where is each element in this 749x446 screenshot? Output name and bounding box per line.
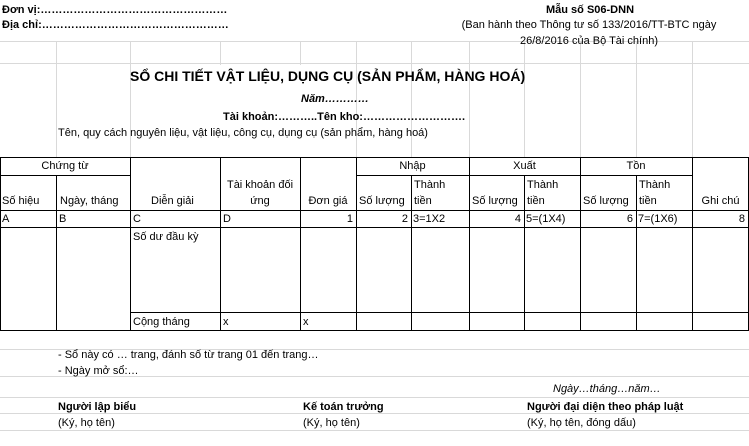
cong-thang-x-don-gia: x [303,316,309,328]
code-8: 8 [738,213,745,225]
code-1: 1 [346,213,353,225]
nhap-so-luong-header: Số lượng [359,195,405,207]
code-c: C [133,213,141,225]
code-7: 7=(1X6) [638,213,678,225]
ten-quy-cach-label: Tên, quy cách nguyên liệu, vật liệu, công cụ, dụng cụ (sản phẩm, hàng hoá) [58,127,428,139]
tk-doi-ung-header-2: ứng [250,195,270,207]
code-a: A [2,213,10,225]
chung-tu-header: Chứng từ [41,160,89,172]
ngay-mo-so-note: - Ngày mở sổ:… [58,365,139,377]
xuat-so-luong-header: Số lượng [472,195,518,207]
code-d: D [223,213,231,225]
ban-hanh-line-2: 26/8/2016 của Bộ Tài chính) [519,35,658,47]
xuat-tien-header: tiền [527,195,545,207]
don-vi-label: Đơn vị:…………………………………………… [2,4,228,16]
tk-doi-ung-header-1: Tài khoản đối [226,179,294,191]
so-du-dau-ky-label: Số dư đầu kỳ [133,231,199,243]
code-3: 3=1X2 [413,213,446,225]
ton-header: Tồn [626,160,646,172]
tai-khoan-label: Tài khoản:………..Tên kho:………………………. [223,111,466,123]
cong-thang-label: Cộng tháng [133,316,190,328]
page-title: SỔ CHI TIẾT VẬT LIỆU, DỤNG CỤ (SẢN PHẨM, HÀNG HOÁ) [130,68,526,84]
code-b: B [59,213,67,225]
nhap-tien-header: tiền [414,195,432,207]
nguoi-lap-bieu-sub: (Ký, họ tên) [58,417,115,429]
dien-giai-header: Diễn giải [151,195,194,207]
don-gia-header: Đơn giá [308,195,348,207]
code-5: 5=(1X4) [526,213,566,225]
mau-so-label: Mẫu số S06-DNN [546,4,635,16]
ghi-chu-header: Ghi chú [701,195,740,207]
so-hieu-header: Số hiệu [2,195,40,207]
ton-tien-header: tiền [639,195,657,207]
so-nay-co-note: - Sổ này có … trang, đánh số từ trang 01 đến trang… [58,349,319,361]
ngay-thang-header: Ngày, tháng [60,195,119,207]
ban-hanh-line-1: (Ban hành theo Thông tư số 133/2016/TT-BTC ngày [461,19,717,31]
nam-label: Năm………… [301,93,369,105]
dia-chi-label: Địa chỉ:…………………………………………… [2,19,229,31]
ton-thanh-header: Thành [639,179,671,191]
xuat-header: Xuất [513,160,536,172]
ke-toan-truong-sub: (Ký, họ tên) [303,417,360,429]
xuat-thanh-header: Thành [527,179,559,191]
code-2: 2 [401,213,408,225]
ngay-thang-nam-line: Ngày…tháng…năm… [553,383,661,395]
nhap-header: Nhập [399,160,426,172]
dai-dien-sub: (Ký, họ tên, đóng dấu) [527,417,636,429]
nhap-thanh-header: Thành [414,179,446,191]
code-4: 4 [514,213,521,225]
ton-so-luong-header: Số lượng [583,195,629,207]
code-6: 6 [626,213,633,225]
nguoi-lap-bieu-label: Người lập biểu [58,401,137,413]
cong-thang-x-tk: x [223,316,229,328]
ke-toan-truong-label: Kế toán trưởng [303,401,384,413]
dai-dien-label: Người đại diện theo pháp luật [527,401,684,413]
